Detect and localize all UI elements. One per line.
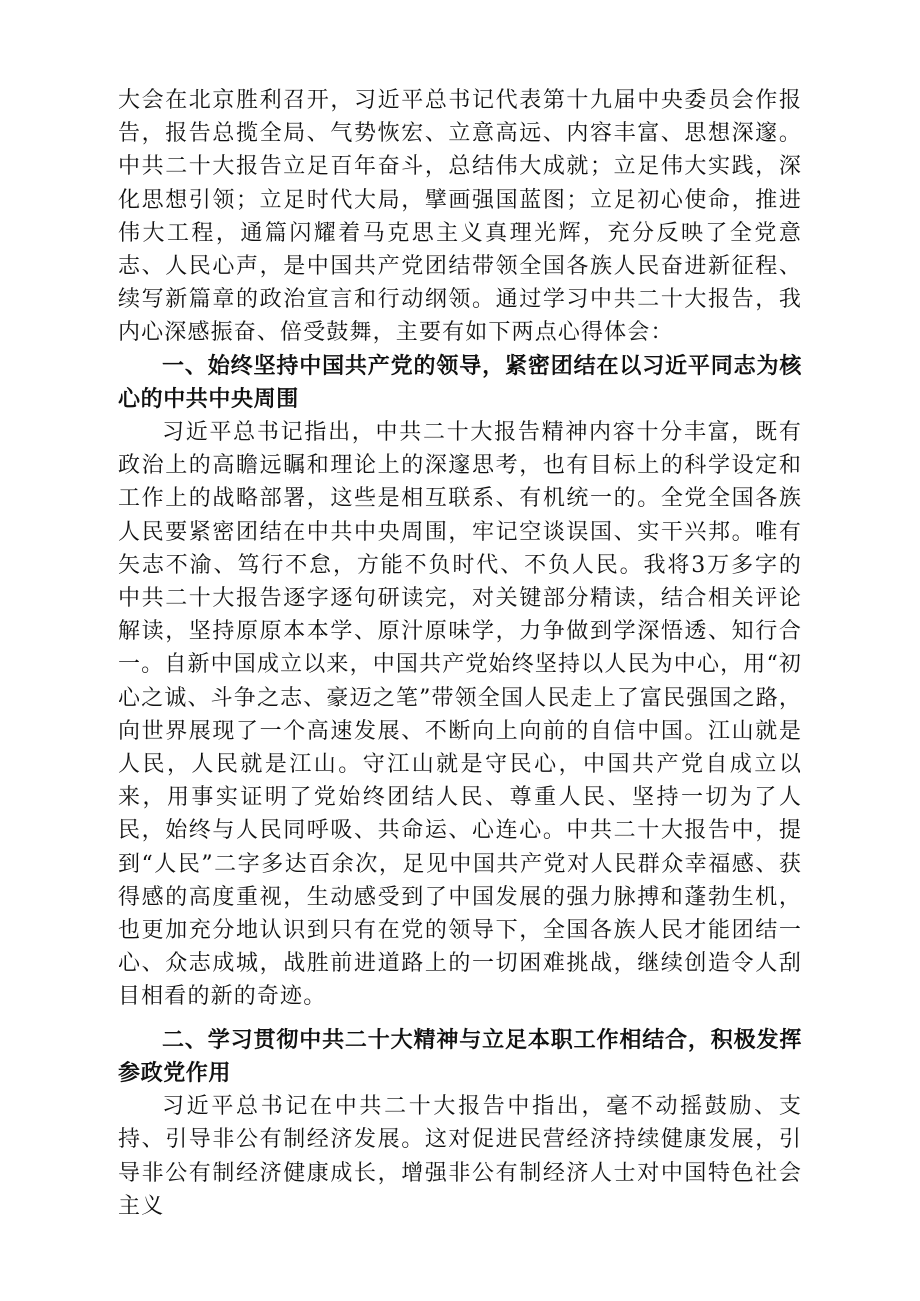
document-page bbox=[118, 84, 802, 1223]
section-1-body: 习近平总书记指出，中共二十大报告精神内容十分丰富，既有政治上的高瞻远瞩和理论上的深邃思考，也有目标上的科学设定和工作上的战略部署，这些是相互联系、有机统一的。全党全国各族人民要紧密团结在中共中央周围，牢记空谈误国、实干兴邦。唯有矢志不渝、笃行不怠，方能不负时代、不负人民。我将3万多字的中共二十大报告逐字逐句研读完，对关键部分精读，结合相关评论解读，坚持原原本本学、原汁原味学，力争做到学深悟透、知行合一。自新中国成立以来，中国共产党始终坚持以人民为中心，用“初心之诚、斗争之志、豪迈之笔”带领全国人民走上了富民强国之路，向世界展现了一个高速发展、不断向上向前的自信中国。江山就是人民，人民就是江山。守江山就是守民心，中国共产党自成立以来，用事实证明了党始终团结人民、尊重人民、坚持一切为了人民，始终与人民同呼吸、共命运、心连心。中共二十大报告中，提到“人民”二字多达百余次，足见中国共产党对人民群众幸福感、获得感的高度重视，生动感受到了中国发展的强力脉搏和蓬勃生机，也更加充分地认识到只有在党的领导下，全国各族人民才能团结一心、众志成城，战胜前进道路上的一切困难挑战，继续创造令人刮目相看的新的奇迹。 bbox=[118, 420, 802, 1010]
section-2-body: 习近平总书记在中共二十大报告中指出，毫不动摇鼓励、支持、引导非公有制经济发展。这对促进民营经济持续健康发展，引导非公有制经济健康成长，增强非公有制经济人士对中国特色社会主义 bbox=[118, 1094, 802, 1219]
intro-paragraph: 大会在北京胜利召开，习近平总书记代表第十九届中央委员会作报告，报告总揽全局、气势恢宏、立意高远、内容丰富、思想深邃。中共二十大报告立足百年奋斗，总结伟大成就；立足伟大实践，深化思想引领；立足时代大局，擘画强国蓝图；立足初心使命，推进伟大工程，通篇闪耀着马克思主义真理光辉，充分反映了全党意志、人民心声，是中国共产党团结带领全国各族人民奋进新征程、续写新篇章的政治宣言和行动纲领。通过学习中共二十大报告，我内心深感振奋、倍受鼓舞，主要有如下两点心得体会： bbox=[118, 88, 802, 346]
section-1-heading: 一、始终坚持中国共产党的领导，紧密团结在以习近平同志为核心的中共中央周围 bbox=[118, 353, 802, 412]
section-2-heading: 二、学习贯彻中共二十大精神与立足本职工作相结合，积极发挥参政党作用 bbox=[118, 1027, 802, 1086]
